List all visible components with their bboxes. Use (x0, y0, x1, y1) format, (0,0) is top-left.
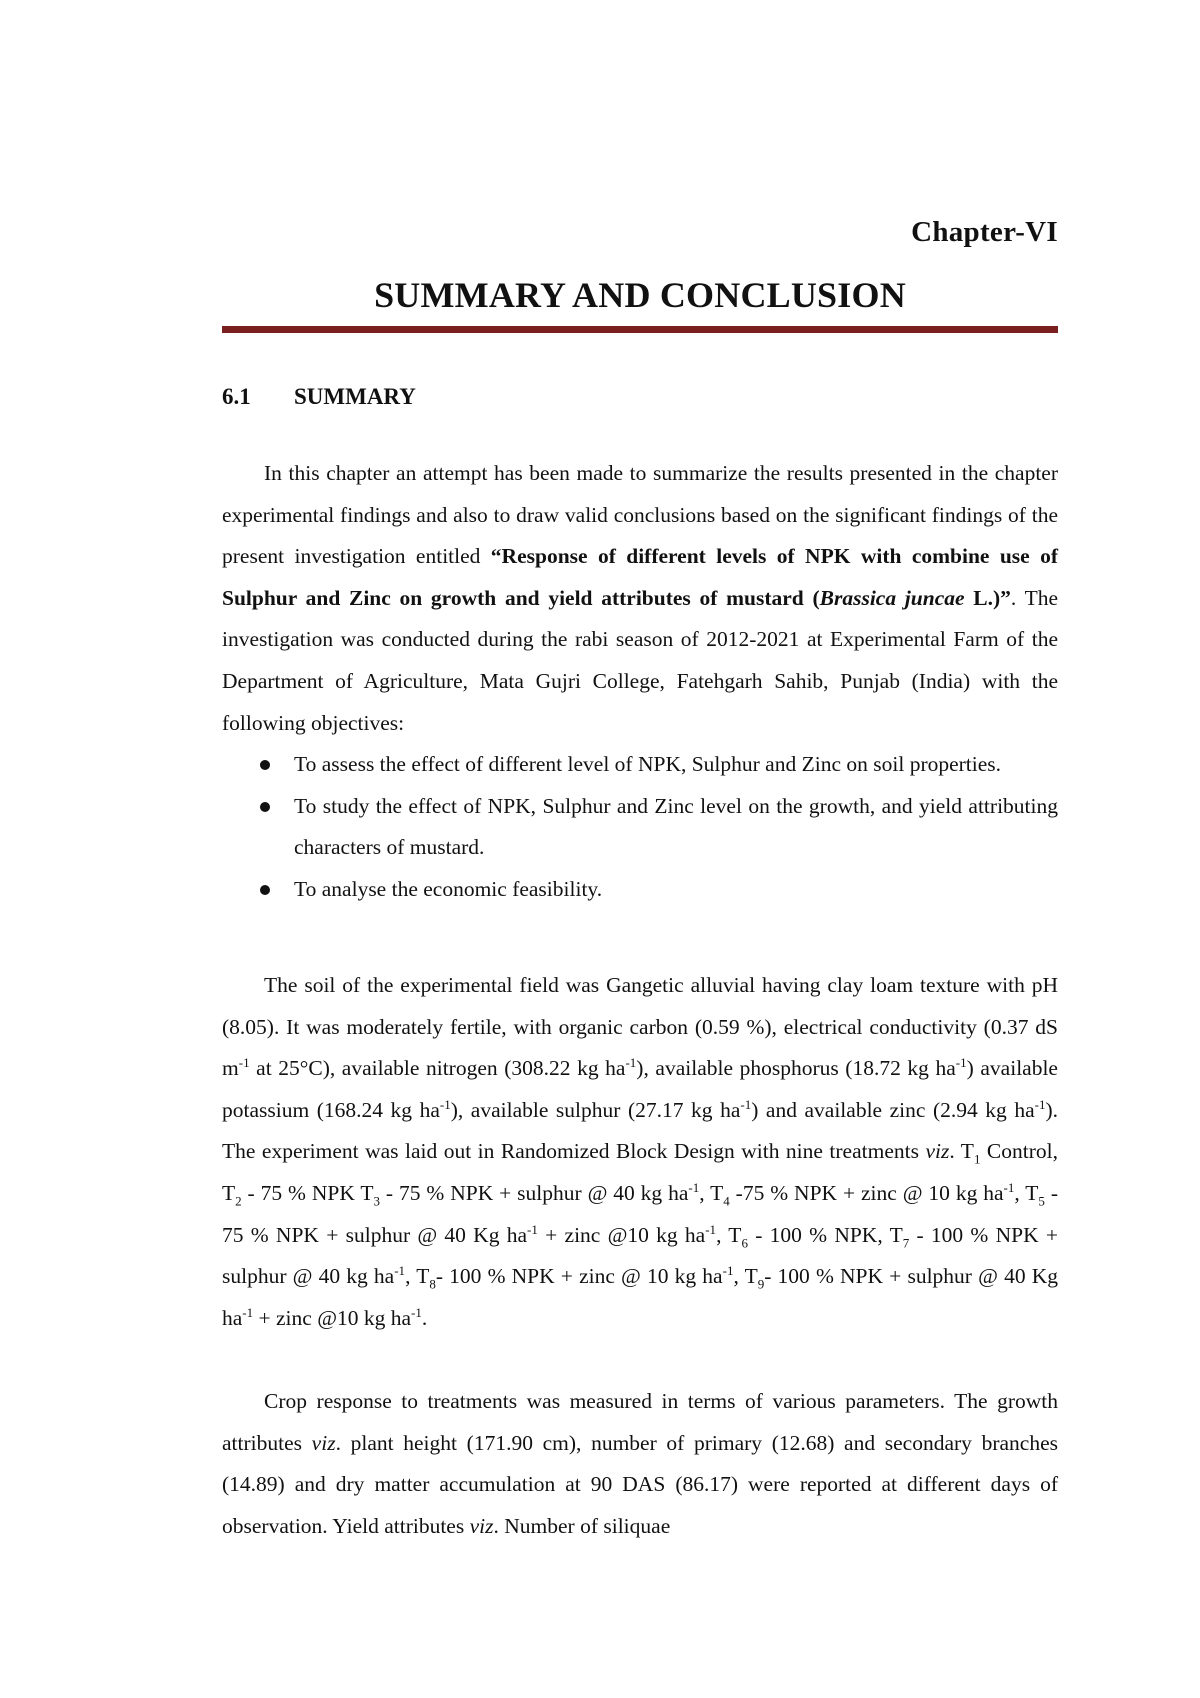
bullet-icon (260, 885, 270, 895)
objective-text: To assess the effect of different level of NPK, Sulphur and Zinc on soil properties. (294, 752, 1002, 776)
objective-text: To analyse the economic feasibility. (294, 876, 603, 901)
subscript: 8 (429, 1276, 436, 1292)
study-title-part: “Response of different levels of NPK with combine use of Sulphur and Zinc on growth and yield attributes of mustard ( (222, 544, 1058, 610)
superscript: -1 (527, 1221, 538, 1237)
text-run: ) and available zinc (2.94 kg ha (751, 1097, 1035, 1122)
text-run: - 75 % NPK + sulphur @ 40 Kg ha (222, 1180, 1058, 1247)
bullet-icon (260, 802, 270, 812)
subscript: 6 (741, 1234, 748, 1250)
list-item (222, 869, 1058, 911)
superscript: -1 (411, 1304, 422, 1320)
text-run: . (421, 1305, 428, 1330)
text-run: , T (1014, 1180, 1039, 1205)
section-number: 6.1 (222, 384, 251, 409)
text-run: ). The experiment was laid out in Randomized Block Design with nine treatments (222, 1097, 1059, 1164)
text-run: + zinc @10 kg ha (253, 1305, 412, 1330)
superscript: -1 (238, 1055, 250, 1071)
text-run: Control, T (222, 1139, 1059, 1205)
list-item (222, 786, 1058, 869)
text-run: ), available sulphur (27.17 kg ha (450, 1097, 741, 1122)
list-item (222, 744, 1058, 786)
text-run: . Number of siliquae (493, 1513, 671, 1538)
text-run: ), available phosphorus (18.72 kg ha (636, 1056, 956, 1081)
italic-term: viz (469, 1513, 494, 1538)
study-title-end: L.)” (964, 585, 1011, 610)
text-run: ) available potassium (168.24 kg ha (222, 1056, 1058, 1122)
superscript: -1 (688, 1179, 700, 1195)
text-run: . plant height (171.90 cm), number of primary (12.68) and secondary branches (14.89) and dry matter accumulation at 90 DAS (86.17) were reported at different days of observation. Yield attributes (222, 1430, 1058, 1538)
objectives-list (222, 744, 1058, 910)
text-run: -75 % NPK + zinc @ 10 kg ha (729, 1180, 1004, 1205)
chapter-label: Chapter-VI (911, 216, 1058, 248)
superscript: -1 (394, 1263, 406, 1278)
subscript: 7 (902, 1234, 910, 1250)
text-run: - 75 % NPK + sulphur @ 40 kg ha (380, 1180, 689, 1205)
superscript: -1 (955, 1055, 967, 1071)
text-run: + zinc @10 kg ha (537, 1222, 706, 1247)
subscript: 5 (1038, 1193, 1045, 1209)
superscript: -1 (740, 1096, 752, 1112)
chapter-title: SUMMARY AND CONCLUSION (374, 275, 906, 315)
text-run: - 100 % NPK, T (747, 1222, 903, 1247)
species-name: Brassica juncae (819, 585, 965, 610)
superscript: -1 (242, 1304, 254, 1320)
crop-response-paragraph (222, 1381, 1058, 1547)
text-run: , T (716, 1222, 742, 1247)
subscript: 4 (723, 1193, 730, 1209)
subscript: 1 (973, 1151, 981, 1167)
text-run: Crop response to treatments was measured in terms of various parameters. The growth attributes (222, 1389, 1058, 1455)
title-divider (222, 326, 1058, 333)
superscript: -1 (439, 1096, 451, 1112)
superscript: -1 (1003, 1179, 1015, 1195)
text-run: - 100 % NPK + sulphur @ 40 kg ha (222, 1222, 1058, 1289)
section-heading (222, 384, 416, 410)
superscript: -1 (722, 1263, 734, 1278)
subscript: 2 (235, 1193, 242, 1209)
superscript: -1 (705, 1221, 717, 1237)
intro-paragraph (222, 453, 1058, 744)
intro-text: In this chapter an attempt has been made to summarize the results presented in the chapter experimental findings and also to draw valid conclusions based on the significant findings of the present investigation entitled (222, 461, 1058, 569)
subscript: 9 (757, 1276, 765, 1292)
objective-text: To study the effect of NPK, Sulphur and Zinc level on the growth, and yield attributing characters of mustard. (294, 793, 1058, 860)
text-run: at 25°C), available nitrogen (308.22 kg ha (249, 1056, 626, 1081)
text-run: - 100 % NPK + zinc @ 10 kg ha (435, 1264, 723, 1289)
superscript: -1 (1034, 1096, 1046, 1112)
text-run: - 100 % NPK + sulphur @ 40 Kg ha (222, 1264, 1059, 1330)
bullet-icon (260, 760, 270, 770)
italic-term: viz (311, 1430, 336, 1455)
subscript: 3 (373, 1193, 381, 1209)
text-run: , T (733, 1264, 758, 1289)
intro-text-after: . The investigation was conducted during the rabi season of 2012-2021 at Experimental Farm of the Department of Agriculture, Mata Gujri College, Fatehgarh Sahib, Punjab (India) with the following objectives: (222, 585, 1058, 735)
text-run: The soil of the experimental field was Gangetic alluvial having clay loam texture with pH (8.05). It was moderately fertile, with organic carbon (0.59 %), electrical conductivity (0.37 dS m (222, 973, 1058, 1081)
text-run: . T (949, 1139, 974, 1164)
italic-term: viz (925, 1139, 950, 1164)
superscript: -1 (625, 1055, 637, 1071)
text-run: , T (405, 1264, 430, 1289)
soil-paragraph (222, 965, 1058, 1339)
text-run: , T (699, 1180, 724, 1205)
text-run: - 75 % NPK T (241, 1180, 374, 1205)
section-title: SUMMARY (294, 384, 416, 409)
